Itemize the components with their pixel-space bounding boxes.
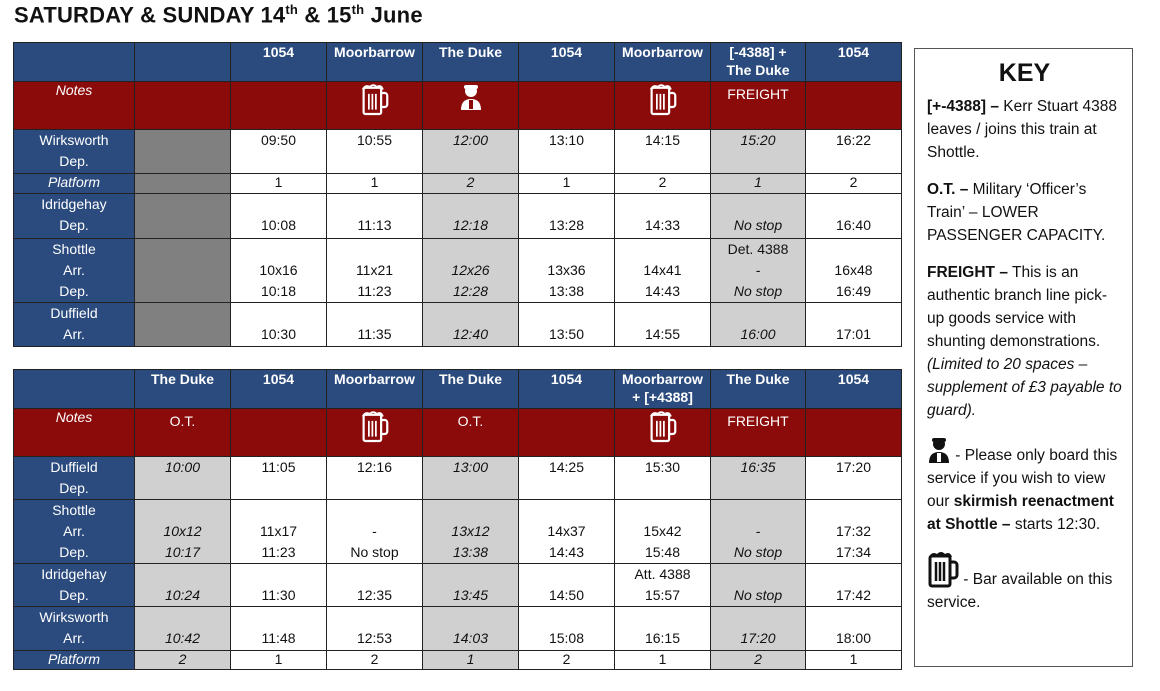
timetable-duffield-to-wirksworth <box>13 369 902 670</box>
beer-mug-icon <box>361 82 389 118</box>
time-cell: 16:15 <box>615 607 711 651</box>
train-header: 1054 <box>231 43 327 82</box>
time-cell: 14:33 <box>615 194 711 239</box>
station-shottle: Shottle Arr. Dep. <box>14 239 135 303</box>
train-note: FREIGHT <box>711 82 806 130</box>
train-note <box>615 82 711 130</box>
train-header: 1054 <box>519 370 615 409</box>
train-note <box>231 409 327 457</box>
time-cell: 11:35 <box>327 303 423 347</box>
time-cell: 18:00 <box>806 607 902 651</box>
time-cell: 10:08 <box>231 194 327 239</box>
platform-cell: 1 <box>423 651 519 670</box>
time-cell: 10x12 10:17 <box>135 500 231 564</box>
time-cell: 16x48 16:49 <box>806 239 902 303</box>
time-cell: 11:30 <box>231 564 327 607</box>
time-cell: 12x26 12:28 <box>423 239 519 303</box>
time-cell: 17:42 <box>806 564 902 607</box>
station-shottle: Shottle Arr. Dep. <box>14 500 135 564</box>
time-cell: No stop <box>711 564 806 607</box>
notes-label: Notes <box>14 409 135 457</box>
platform-cell: 2 <box>519 651 615 670</box>
timetable-wirksworth-to-duffield <box>13 42 902 347</box>
train-note: O.T. <box>135 409 231 457</box>
time-cell: 14:25 <box>519 457 615 500</box>
time-cell: 10x16 10:18 <box>231 239 327 303</box>
notes-row <box>14 409 902 457</box>
train-note <box>231 82 327 130</box>
train-header: The Duke <box>423 370 519 409</box>
key-panel <box>914 48 1133 667</box>
time-cell: - No stop <box>327 500 423 564</box>
time-cell: 11:05 <box>231 457 327 500</box>
train-header-row <box>14 43 902 82</box>
time-cell: 17:20 <box>711 607 806 651</box>
train-note: O.T. <box>423 409 519 457</box>
platform-cell: 1 <box>615 651 711 670</box>
train-header: The Duke <box>135 370 231 409</box>
time-cell: 10:42 <box>135 607 231 651</box>
row-wirksworth <box>14 607 902 651</box>
time-cell: 14:03 <box>423 607 519 651</box>
time-cell: 10:00 <box>135 457 231 500</box>
time-cell: 13:50 <box>519 303 615 347</box>
time-cell: 10:55 <box>327 130 423 174</box>
key-heading: KEY <box>998 59 1051 87</box>
header-blank <box>135 43 231 82</box>
station-idridgehay: Idridgehay Dep. <box>14 564 135 607</box>
row-shottle <box>14 500 902 564</box>
train-note <box>519 409 615 457</box>
platform-label: Platform <box>14 174 135 194</box>
time-cell: 16:35 <box>711 457 806 500</box>
key-skirmish: - Please only board this service if you wish to view our skirmish reenactment at Shottle – starts 12:30. <box>927 436 1122 536</box>
time-cell: 15x42 15:48 <box>615 500 711 564</box>
train-note <box>519 82 615 130</box>
time-cell: 13x36 13:38 <box>519 239 615 303</box>
train-header: The Duke <box>423 43 519 82</box>
time-cell: 16:22 <box>806 130 902 174</box>
beer-mug-icon <box>927 550 959 590</box>
train-header: 1054 <box>806 370 902 409</box>
platform-cell: 2 <box>615 174 711 194</box>
time-cell: 12:40 <box>423 303 519 347</box>
time-cell: 12:18 <box>423 194 519 239</box>
platform-cell: 1 <box>519 174 615 194</box>
time-cell: 13:00 <box>423 457 519 500</box>
row-idridgehay <box>14 194 902 239</box>
row-platform <box>14 174 902 194</box>
key-officers-train: O.T. – Military ‘Officer’s Train’ – LOWER PASSENGER CAPACITY. <box>927 181 1106 244</box>
header-blank <box>14 43 135 82</box>
station-idridgehay: Idridgehay Dep. <box>14 194 135 239</box>
train-note <box>806 409 902 457</box>
time-cell: 12:53 <box>327 607 423 651</box>
notes-row <box>14 82 902 130</box>
time-cell: 14:15 <box>615 130 711 174</box>
station-wirksworth: Wirksworth Dep. <box>14 130 135 174</box>
time-cell: 11:13 <box>327 194 423 239</box>
row-shottle <box>14 239 902 303</box>
time-cell: 12:00 <box>423 130 519 174</box>
row-duffield <box>14 303 902 347</box>
time-cell: 14x41 14:43 <box>615 239 711 303</box>
platform-cell: 2 <box>423 174 519 194</box>
time-cell: 14:50 <box>519 564 615 607</box>
time-cell: 15:30 <box>615 457 711 500</box>
key-freight: FREIGHT – This is an authentic branch line pick-up goods service with shunting demonstrations. (Limited to 20 spaces – supplement of £3 payable to guard). <box>927 264 1122 419</box>
time-cell: 11:48 <box>231 607 327 651</box>
station-duffield: Duffield Arr. <box>14 303 135 347</box>
time-cell: 15:20 <box>711 130 806 174</box>
notes-label: Notes <box>14 82 135 130</box>
time-cell: 13:28 <box>519 194 615 239</box>
time-cell: 10:24 <box>135 564 231 607</box>
train-header: Moorbarrow <box>327 370 423 409</box>
time-cell: 16:40 <box>806 194 902 239</box>
time-cell: 14x37 14:43 <box>519 500 615 564</box>
time-cell: 10:30 <box>231 303 327 347</box>
train-header: [-4388] + The Duke <box>711 43 806 82</box>
train-header: Moorbarrow <box>327 43 423 82</box>
time-cell: Att. 4388 15:57 <box>615 564 711 607</box>
platform-cell: 1 <box>327 174 423 194</box>
time-cell: 11x17 11:23 <box>231 500 327 564</box>
train-note: FREIGHT <box>711 409 806 457</box>
time-cell: 13:45 <box>423 564 519 607</box>
soldier-icon <box>459 82 483 112</box>
platform-cell: 2 <box>135 651 231 670</box>
beer-mug-icon <box>361 409 389 445</box>
time-cell: Det. 4388 - No stop <box>711 239 806 303</box>
time-cell: 14:55 <box>615 303 711 347</box>
header-blank <box>14 370 135 409</box>
time-cell: 16:00 <box>711 303 806 347</box>
key-loco-4388: [+-4388] – Kerr Stuart 4388 leaves / joins this train at Shottle. <box>927 98 1117 161</box>
train-note <box>806 82 902 130</box>
row-platform <box>14 651 902 670</box>
key-bar: - Bar available on this service. <box>927 550 1122 614</box>
beer-mug-icon <box>649 409 677 445</box>
train-note <box>327 409 423 457</box>
row-wirksworth <box>14 130 902 174</box>
platform-cell: 2 <box>327 651 423 670</box>
train-header: 1054 <box>806 43 902 82</box>
platform-label: Platform <box>14 651 135 670</box>
train-header-row <box>14 370 902 409</box>
time-cell: 15:08 <box>519 607 615 651</box>
train-header: Moorbarrow <box>615 43 711 82</box>
platform-cell: 1 <box>806 651 902 670</box>
time-cell: 13x12 13:38 <box>423 500 519 564</box>
train-header: 1054 <box>519 43 615 82</box>
platform-cell: 2 <box>711 651 806 670</box>
train-header: The Duke <box>711 370 806 409</box>
beer-mug-icon <box>649 82 677 118</box>
time-cell: 17:20 <box>806 457 902 500</box>
time-cell: 11x21 11:23 <box>327 239 423 303</box>
time-cell: 17:01 <box>806 303 902 347</box>
train-note <box>423 82 519 130</box>
time-cell: 13:10 <box>519 130 615 174</box>
row-idridgehay <box>14 564 902 607</box>
platform-cell: 2 <box>806 174 902 194</box>
time-cell: 12:16 <box>327 457 423 500</box>
time-cell: 17:32 17:34 <box>806 500 902 564</box>
page-title: SATURDAY & SUNDAY 14th & 15th June <box>14 2 423 28</box>
platform-cell: 1 <box>231 174 327 194</box>
time-cell: No stop <box>711 194 806 239</box>
station-wirksworth: Wirksworth Arr. <box>14 607 135 651</box>
time-cell: 09:50 <box>231 130 327 174</box>
train-header: Moorbarrow + [+4388] <box>615 370 711 409</box>
time-cell: - No stop <box>711 500 806 564</box>
train-note <box>615 409 711 457</box>
soldier-icon <box>927 436 951 464</box>
train-note <box>327 82 423 130</box>
train-header: 1054 <box>231 370 327 409</box>
row-duffield <box>14 457 902 500</box>
platform-cell: 1 <box>711 174 806 194</box>
time-cell: 12:35 <box>327 564 423 607</box>
station-duffield: Duffield Dep. <box>14 457 135 500</box>
platform-cell: 1 <box>231 651 327 670</box>
